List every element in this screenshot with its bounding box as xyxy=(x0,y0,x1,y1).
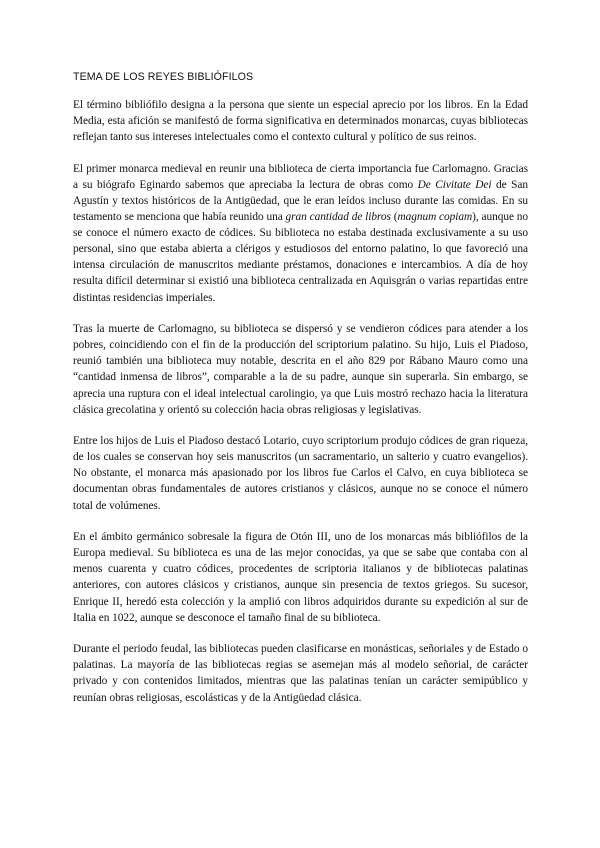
document-title: TEMA DE LOS REYES BIBLIÓFILOS xyxy=(73,71,254,83)
paragraph-text: El primer monarca medieval en reunir una biblioteca de cierta importancia fue Carlomagno. Gracias a su biógrafo Eginardo sabemos que apreciaba la lectura de obras como xyxy=(73,162,528,191)
italic-title-de-civitate-dei: De Civitate Dei xyxy=(417,178,492,191)
paragraph-text: Tras la muerte de Carlomagno, su biblioteca se dispersó y se vendieron códices para atender a los pobres, coincidiendo con el fin de la producción del scriptorium palatino. Su hijo, Luis el Piadoso, reunió también una biblioteca muy notable, descrita en el año 829 por Rábano Mauro como una “cantidad inmensa de libros”, comparable a la de su padre, aunque sin superarla. Sin embargo, se aprecia una ruptura con el ideal intelectual carolingio, ya que Luis mostró rechazo hacia la literatura clásica grecolatina y orientó su colección hacia obras religiosas y legislativas. xyxy=(73,323,528,416)
paragraph-periodo-feudal xyxy=(73,641,528,705)
paragraph-carlomagno xyxy=(73,161,528,306)
italic-gran-cantidad-de-libros: gran cantidad de libros xyxy=(285,211,391,224)
paragraph-text: ( xyxy=(390,211,398,224)
paragraph-lotario-carlos xyxy=(73,433,528,513)
paragraph-text: Entre los hijos de Luis el Piadoso destacó Lotario, cuyo scriptorium produjo códices de gran riqueza, de los cuales se conservan hoy seis manuscritos (un sacramentario, un salterio y cuatro evangelios). No obstante, el monarca más apasionado por los libros fue Carlos el Calvo, en cuya biblioteca se documentan obras fundamentales de autores cristianos y clásicos, aunque no se conoce el número total de volúmenes. xyxy=(73,435,528,512)
paragraph-text: de San Agustín y textos históricos de la Antigüedad, que le eran leídos incluso durante las comidas. En su testamento se menciona que había reunido una xyxy=(73,178,528,224)
paragraph-text: Durante el periodo feudal, las bibliotecas pueden clasificarse en monásticas, señoriales y de Estado o palatinas. La mayoría de las bibliotecas regias se asemejan más al modelo señorial, de carácter privado y con contenidos limitados, mientras que las palatinas tenían un carácter semipúblico y reunían obras religiosas, escolásticas y de la Antigüedad clásica. xyxy=(73,643,528,704)
paragraph-intro xyxy=(73,97,528,145)
document-page xyxy=(73,70,528,721)
paragraph-luis-el-piadoso xyxy=(73,321,528,418)
paragraph-text: El término bibliófilo designa a la persona que siente un especial aprecio por los libros. En la Edad Media, esta afición se manifestó de forma significativa en determinados monarcas, cuyas bibliotecas reflejan tanto sus intereses intelectuales como el contexto cultural y político de sus reinos. xyxy=(73,99,528,144)
paragraph-text: ), aunque no se conoce el número exacto de códices. Su biblioteca no estaba destinada exclusivamente a su uso personal, sino que estaba abierta a clérigos y estudiosos del entorno palatino, lo que favoreció una intensa circulación de manuscritos mediante préstamos, donaciones e intercambios. A día de hoy resulta difícil determinar si existió una biblioteca centralizada en Aquisgrán o varias repartidas entre distintas residencias imperiales. xyxy=(73,211,529,304)
paragraph-text: En el ámbito germánico sobresale la figura de Otón III, uno de los monarcas más bibliófilos de la Europa medieval. Su biblioteca es una de las mejor conocidas, ya que se sabe que contaba con al menos cuarenta y cuatro códices, procedentes de scriptoria italianos y de bibliotecas palatinas anteriores, con autores clásicos y cristianos, aunque sin presencia de textos griegos. Su sucesor, Enrique II, heredó esta colección y la amplió con libros adquiridos durante su expedición al sur de Italia en 1022, aunque se desconoce el tamaño final de su biblioteca. xyxy=(73,531,528,624)
paragraph-oton-iii xyxy=(73,529,528,626)
italic-magnum-copiam: magnum copiam xyxy=(397,211,473,224)
